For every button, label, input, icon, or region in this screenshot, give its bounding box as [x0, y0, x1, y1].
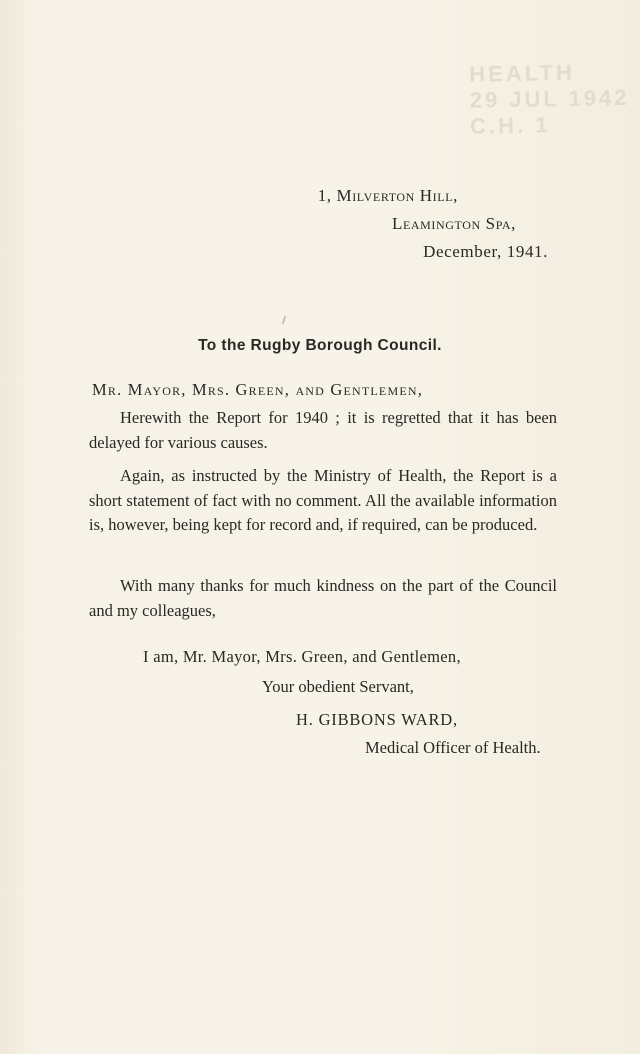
closing-line: I am, Mr. Mayor, Mrs. Green, and Gentlemen, — [143, 647, 461, 666]
stamp-line-2: 29 JUL 1942 — [469, 84, 630, 113]
paper-speck — [282, 316, 287, 324]
stamp-line-3: C.H. 1 — [469, 112, 551, 139]
salutation: Mr. Mayor, Mrs. Green, and Gentlemen, — [92, 380, 424, 399]
letter-heading: To the Rugby Borough Council. — [198, 337, 442, 354]
signature-name: H. GIBBONS WARD, — [296, 710, 458, 729]
valediction: Your obedient Servant, — [262, 677, 414, 696]
stamp-line-1: HEALTH — [469, 59, 576, 87]
letter-date: December, 1941. — [423, 242, 548, 261]
paragraph-1: Herewith the Report for 1940 ; it is regretted that it has been delayed for various causes. — [89, 408, 557, 452]
address-line-2: Leamington Spa, — [391, 214, 516, 233]
received-stamp — [469, 58, 640, 171]
signature-title: Medical Officer of Health. — [365, 738, 541, 757]
address-line-1: 1, Milverton Hill, — [317, 186, 458, 205]
paragraph-3: With many thanks for much kindness on the part of the Council and my colleagues, — [89, 576, 557, 620]
paragraph-2: Again, as instructed by the Ministry of Health, the Report is a short statement of fact with no comment. All the available information is, however, being kept for record and, if required, can be produced. — [89, 466, 557, 534]
